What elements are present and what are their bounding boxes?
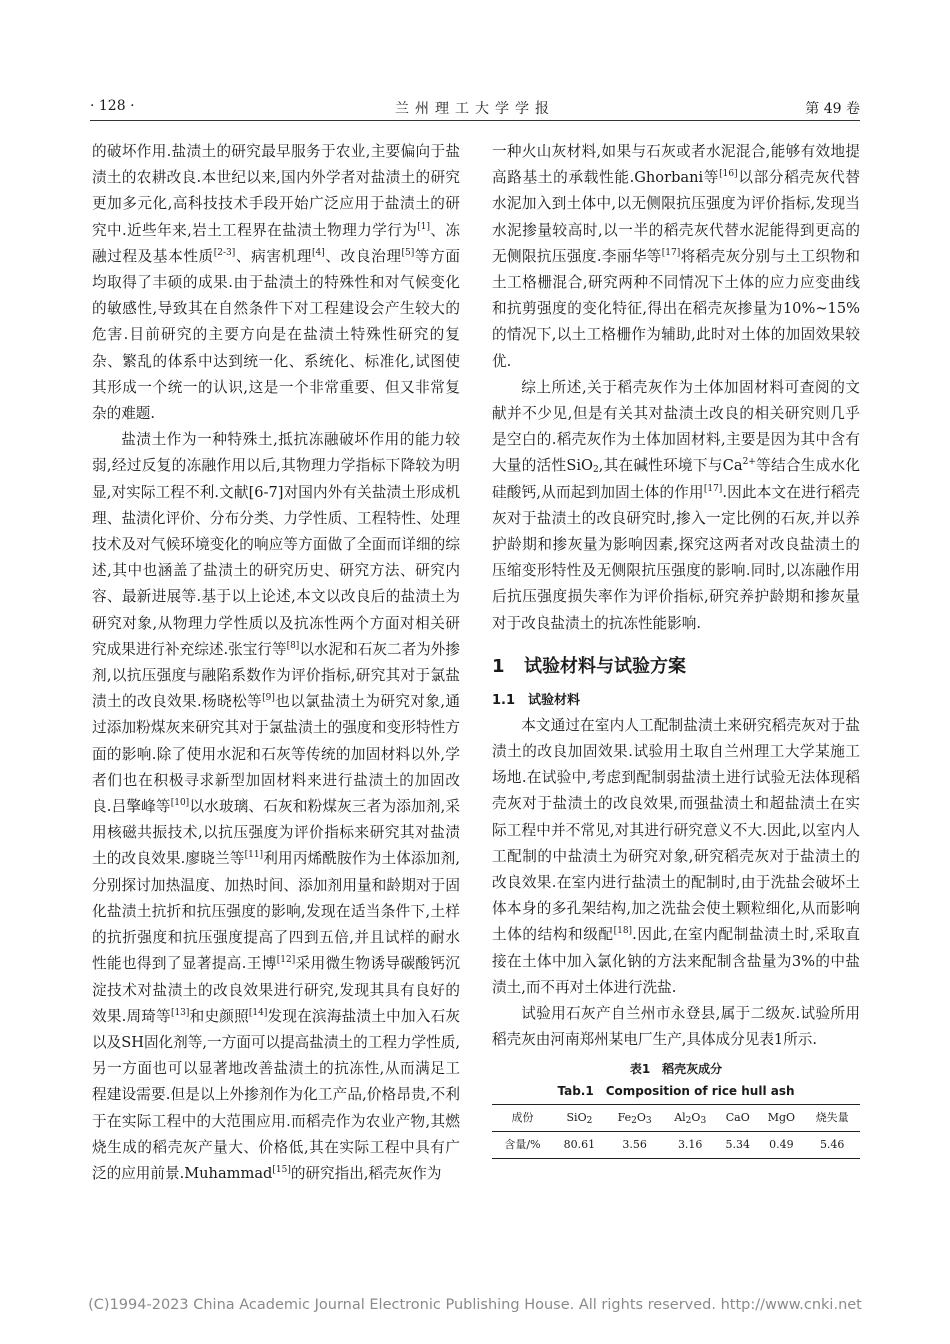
right-column [492, 139, 860, 1159]
journal-title: 兰州理工大学学报 [395, 101, 555, 117]
table-cell: 3.16 [677, 1137, 703, 1151]
table-header-cell: $Al_2O_3$ [674, 1110, 707, 1126]
paragraph: 一种火山灰材料,如果与石灰或者水泥混合,能够有效地提高路基土的承载性能.Ghorbani等[16]以部分稻壳灰代替水泥加入到土体中,以无侧限抗压强度为评价指标,发现当水泥掺量较高时,以一半的稻壳灰代替水泥能得到更高的无侧限抗压强度.李丽华等[17]将稻壳灰分别与土工织物和土工格栅混合,研究两种不同情况下土体的应力应变曲线和抗剪强度的变化特征,得出在稻壳灰掺量为10%~15%的情况下,以土工格栅作为辅助,此时对土体的加固效果较优. [492, 143, 860, 370]
composition-table [492, 1104, 860, 1159]
table-header-cell: 烧失量 [815, 1110, 849, 1124]
paragraph: 试验用石灰产自兰州市永登县,属于二级灰.试验所用稻壳灰由河南郑州某电厂生产,具体成分见表1所示. [492, 1005, 860, 1049]
volume-label: 第 49 卷 [805, 101, 860, 117]
paragraph: 的破坏作用.盐渍土的研究最早服务于农业,主要偏向于盐渍土的农耕改良.本世纪以来,国内外学者对盐渍土的研究更加多元化,高科技技术手段开始广泛应用于盐渍土的研究中.近些年来,岩土工程界在盐渍土物理力学行为[1]、冻融过程及基本性质[2-3]、病害机理[4]、改良治理[5]等方面均取得了丰硕的成果.由于盐渍土的特殊性和对气候变化的敏感性,导致其在自然条件下对工程建设会产生较大的危害.目前研究的主要方向是在盐渍土特殊性研究的复杂、繁乱的体系中达到统一化、系统化、标准化,试图使其形成一个统一的认识,这是一个非常重要、但又非常复杂的难题. [92, 143, 460, 423]
section-heading: 1 试验材料与试验方案 [492, 655, 686, 677]
paragraph: 盐渍土作为一种特殊土,抵抗冻融破坏作用的能力较弱,经过反复的冻融作用以后,其物理力学指标下降较为明显,对实际工程不利.文献[6-7]对国内外有关盐渍土形成机理、盐渍化评价、分布分类、力学性质、工程特性、处理技术及对气候环境变化的响应等方面做了全面而详细的综述,其中也涵盖了盐渍土的研究历史、研究方法、研究内容、最新进展等.基于以上论述,本文以改良后的盐渍土为研究对象,从物理力学性质以及抗冻性两个方面对相关研究成果进行补充综述.张宝行等[8]以水泥和石灰二者为外掺剂,以抗压强度与融陷系数作为评价指标,研究其对于氯盐渍土的改良效果.杨晓松等[9]也以氯盐渍土为研究对象,通过添加粉煤灰来研究其对于氯盐渍土的强度和变形特性方面的影响.除了使用水泥和石灰等传统的加固材料以外,学者们也在积极寻求新型加固材料来进行盐渍土的加固改良.吕擎峰等[10]以水玻璃、石灰和粉煤灰三者为添加剂,采用核磁共振技术,以抗压强度为评价指标来研究其对盐渍土的改良效果.廖晓兰等[11]利用丙烯酰胺作为土体添加剂,分别探讨加热温度、加热时间、添加剂用量和龄期对于固化盐渍土抗折和抗压强度的影响,发现在适当条件下,土样的抗折强度和抗压强度提高了四到五倍,并且试样的耐水性能也得到了显著提高.王博[12]采用微生物诱导碳酸钙沉淀技术对盐渍土的改良效果进行研究,发现其具有良好的效果.周琦等[13]和史颜照[14]发现在滨海盐渍土中加入石灰以及SH固化剂等,一方面可以提高盐渍土的工程力学性质,另一方面也可以显著地改善盐渍土的抗冻性,从而满足工程建设需要.但是以上外掺剂作为化工产品,价格昂贵,不利于在实际工程中的大范围应用.而稻壳作为农业产物,其燃烧生成的稻壳灰产量大、价格低,其在实际工程中具有广泛的应用前景.Muhammad[15]的研究指出,稻壳灰作为 [92, 431, 461, 1182]
table-cell: 5.34 [725, 1137, 750, 1151]
left-column [92, 139, 460, 1187]
table-header-cell: $Fe_2O_3$ [617, 1110, 652, 1126]
table-caption-cn: 表1 稻壳灰成分 [629, 1061, 723, 1076]
table-row-label: 含量/% [504, 1137, 541, 1151]
running-header [90, 96, 860, 121]
table-header-row [492, 1104, 860, 1131]
table-row [492, 1131, 860, 1158]
paragraph: 本文通过在室内人工配制盐渍土来研究稻壳灰对于盐渍土的改良加固效果.试验用土取自兰州理工大学某施工场地.在试验中,考虑到配制弱盐渍土进行试验无法体现稻壳灰对于盐渍土的改良效果,而强盐渍土和超盐渍土在实际工程中并不常见,对其进行研究意义不大.因此,以室内人工配制的中盐渍土为研究对象,研究稻壳灰对于盐渍土的改良效果.在室内进行盐渍土的配制时,由于洗盐会破坏土体本身的多孔架结构,加之洗盐会使土颗粒细化,从而影响土体的结构和级配[18].因此,在室内配制盐渍土时,采取直接在土体中加入氯化钠的方法来配制含盐量为3%的中盐渍土,而不再对土体进行洗盐. [492, 716, 860, 996]
table-cell: 5.46 [819, 1137, 845, 1151]
table-header-cell: CaO [725, 1110, 750, 1124]
table-header-cell: SiO$_2$ [566, 1110, 593, 1126]
page-number: · 128 · [90, 98, 135, 114]
copyright-footer: (C)1994-2023 China Academic Journal Electronic Publishing House. All rights reserved. http://www.cnki.net [88, 1297, 862, 1313]
table-cell: 80.61 [563, 1137, 596, 1151]
paragraph: 综上所述,关于稻壳灰作为土体加固材料可查阅的文献并不少见,但是有关其对盐渍土改良的相关研究则几乎是空白的.稻壳灰作为土体加固材料,主要是因为其中含有大量的活性SiO$_2$,其在碱性环境下与$Ca^{2+}$等结合生成水化硅酸钙,从而起到加固土体的作用[17].因此本文在进行稻壳灰对于盐渍土的改良研究时,掺入一定比例的石灰,并以养护龄期和掺灰量为影响因素,探究这两者对改良盐渍土的压缩变形特性及无侧限抗压强度的影响.同时,以冻融作用后抗压强度损失率作为评价指标,研究养护龄期和掺灰量对于改良盐渍土的抗冻性能影响. [492, 378, 861, 632]
table-header-cell: 成份 [511, 1110, 534, 1124]
table-cell: 0.49 [769, 1137, 794, 1151]
table-cell: 3.56 [622, 1137, 647, 1151]
table-caption-en: Tab.1 Composition of rice hull ash [557, 1083, 795, 1098]
subsection-heading: 1.1 试验材料 [492, 692, 581, 708]
table-header-cell: MgO [767, 1110, 796, 1124]
